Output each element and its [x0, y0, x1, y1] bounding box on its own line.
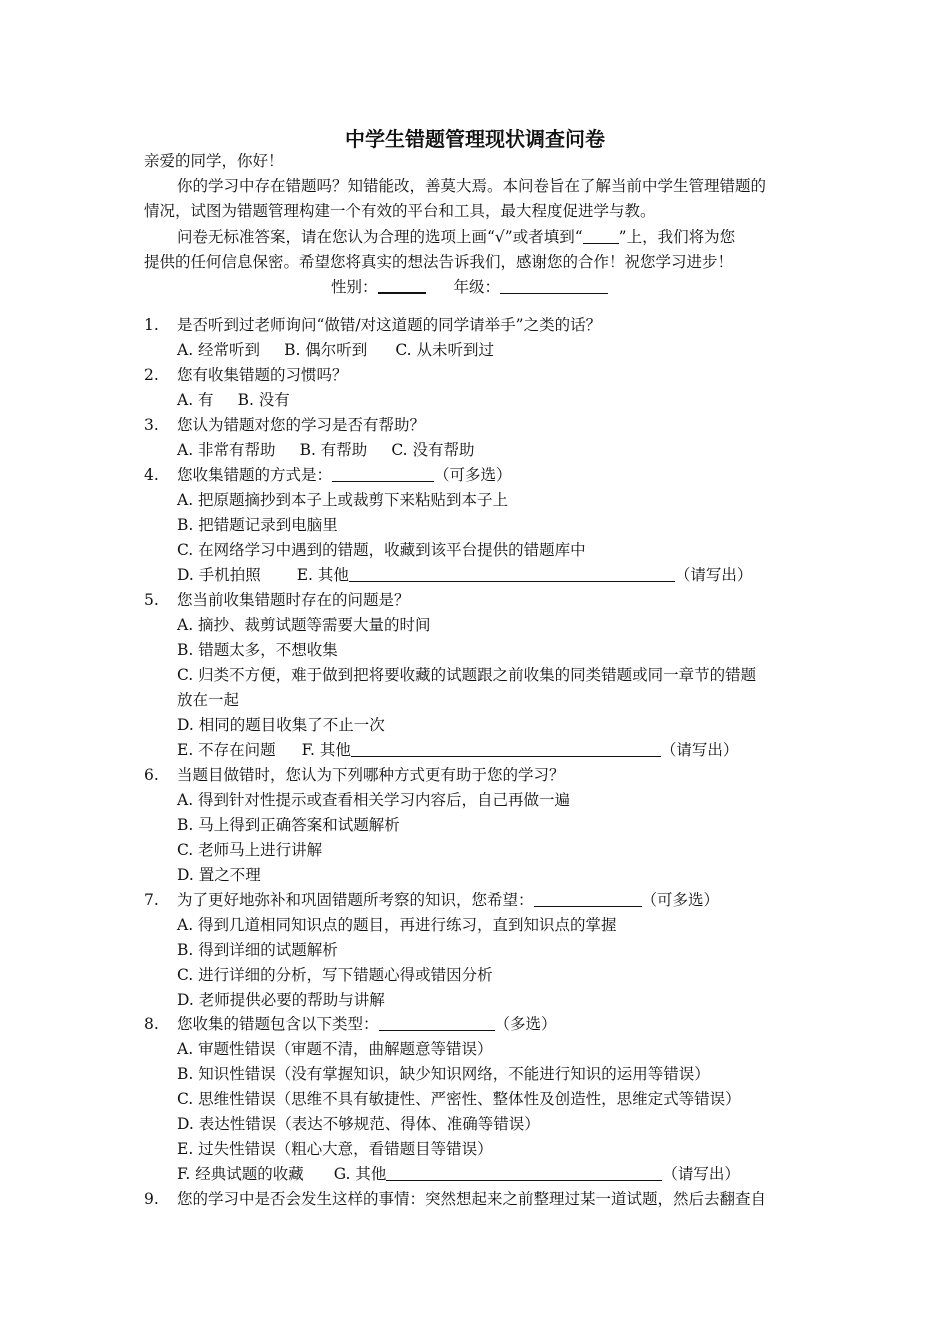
intro-line-3 [177, 226, 735, 248]
q3-option-c[interactable]: C. 没有帮助 [391, 441, 475, 459]
q5-options-ef [177, 739, 738, 761]
q4-option-b[interactable]: B. 把错题记录到电脑里 [177, 516, 338, 534]
q5-option-c-line2: 放在一起 [177, 691, 240, 709]
q7-blank[interactable] [534, 890, 642, 907]
q4-note: （可多选） [434, 466, 512, 484]
q5-option-a[interactable]: A. 摘抄、裁剪试题等需要大量的时间 [177, 616, 431, 634]
q2-option-a[interactable]: A. 有 [177, 391, 214, 409]
q8-number: 8. [144, 1015, 159, 1033]
q3-number: 3. [144, 416, 159, 434]
q3-options [177, 439, 474, 461]
q5-option-d[interactable]: D. 相同的题目收集了不止一次 [177, 716, 385, 734]
q3-text: 您认为错题对您的学习是否有帮助？ [177, 416, 426, 434]
gender-grade-row [331, 276, 608, 298]
q1-options [177, 339, 494, 361]
page-title: 中学生错题管理现状调查问卷 [345, 127, 605, 151]
q2-options [177, 389, 290, 411]
q2-text: 您有收集错题的习惯吗？ [177, 366, 348, 384]
q7-option-b[interactable]: B. 得到详细的试题解析 [177, 941, 338, 959]
q6-option-d[interactable]: D. 置之不理 [177, 866, 261, 884]
q2-option-b[interactable]: B. 没有 [237, 391, 290, 409]
q6-number: 6. [144, 766, 159, 784]
intro-line-1: 你的学习中存在错题吗？知错能改，善莫大焉。本问卷旨在了解当前中学生管理错题的 [177, 177, 767, 195]
q4-question [177, 464, 512, 486]
intro-blank [583, 227, 619, 244]
intro-line-4: 提供的任何信息保密。希望您将真实的想法告诉我们，感谢您的合作！祝您学习进步！ [144, 253, 734, 271]
q5-text: 您当前收集错题时存在的问题是？ [177, 591, 410, 609]
q4-other-note: （请写出） [674, 566, 753, 584]
q8-other-note: （请写出） [662, 1165, 740, 1183]
q8-option-c[interactable]: C. 思维性错误（思维不具有敏捷性、严密性、整体性及创造性，思维定式等错误） [177, 1090, 741, 1108]
q8-option-f[interactable]: F. 经典试题的收藏 [177, 1165, 304, 1183]
gender-label: 性别： [331, 278, 378, 296]
grade-blank[interactable] [500, 277, 608, 294]
q1-number: 1. [144, 316, 159, 334]
q4-options-de [177, 564, 752, 586]
q5-option-b[interactable]: B. 错题太多，不想收集 [177, 641, 338, 659]
q8-note: （多选） [494, 1015, 557, 1033]
q1-text: 是否听到过老师询问“做错/对这道题的同学请举手”之类的话？ [177, 316, 602, 334]
q4-option-e[interactable]: E. 其他 [296, 566, 349, 584]
q6-option-a[interactable]: A. 得到针对性提示或查看相关学习内容后，自己再做一遍 [177, 791, 571, 809]
greeting: 亲爱的同学，你好！ [144, 152, 284, 170]
q5-option-e[interactable]: E. 不存在问题 [177, 741, 276, 759]
q8-other-blank[interactable] [386, 1164, 662, 1181]
q7-number: 7. [144, 891, 159, 909]
q5-option-c-line1[interactable]: C. 归类不方便，难于做到把将要收藏的试题跟之前收集的同类错题或同一章节的错题 [177, 666, 757, 684]
q7-option-c[interactable]: C. 进行详细的分析，写下错题心得或错因分析 [177, 966, 493, 984]
q4-option-a[interactable]: A. 把原题摘抄到本子上或裁剪下来粘贴到本子上 [177, 491, 509, 509]
q8-option-b[interactable]: B. 知识性错误（没有掌握知识，缺少知识网络，不能进行知识的运用等错误） [177, 1065, 710, 1083]
q8-option-e[interactable]: E. 过失性错误（粗心大意，看错题目等错误） [177, 1140, 493, 1158]
q8-option-d[interactable]: D. 表达性错误（表达不够规范、得体、准确等错误） [177, 1115, 540, 1133]
q5-other-note: （请写出） [660, 741, 739, 759]
q8-blank[interactable] [379, 1014, 495, 1031]
q9-text: 您的学习中是否会发生这样的事情：突然想起来之前整理过某一道试题，然后去翻查自 [177, 1190, 767, 1208]
q4-blank[interactable] [332, 465, 434, 482]
q7-question [177, 889, 719, 911]
q7-text: 为了更好地弥补和巩固错题所考察的知识，您希望： [177, 891, 534, 909]
q4-option-c[interactable]: C. 在网络学习中遇到的错题，收藏到该平台提供的错题库中 [177, 541, 586, 559]
q4-text: 您收集错题的方式是： [177, 466, 333, 484]
q7-option-a[interactable]: A. 得到几道相同知识点的题目，再进行练习，直到知识点的掌握 [177, 916, 617, 934]
q8-text: 您收集的错题包含以下类型： [177, 1015, 379, 1033]
q8-option-g[interactable]: G. 其他 [333, 1165, 387, 1183]
q1-option-a[interactable]: A. 经常听到 [177, 341, 261, 359]
q9-number: 9. [144, 1190, 159, 1208]
q1-option-b[interactable]: B. 偶尔听到 [284, 341, 368, 359]
gender-blank[interactable] [378, 276, 426, 294]
q5-number: 5. [144, 591, 159, 609]
q5-option-f[interactable]: F. 其他 [301, 741, 351, 759]
q7-note: （可多选） [641, 891, 720, 909]
intro-line-3a: 问卷无标准答案，请在您认为合理的选项上画“√”或者填到“ [177, 228, 583, 246]
q3-option-a[interactable]: A. 非常有帮助 [177, 441, 276, 459]
q2-number: 2. [144, 366, 159, 384]
q8-options-fg [177, 1163, 740, 1185]
intro-line-2: 情况，试图为错题管理构建一个有效的平台和工具，最大程度促进学与教。 [144, 202, 656, 220]
q6-option-c[interactable]: C. 老师马上进行讲解 [177, 841, 323, 859]
intro-line-3b: ”上，我们将为您 [618, 228, 736, 246]
q7-option-d[interactable]: D. 老师提供必要的帮助与讲解 [177, 991, 385, 1009]
q5-other-blank[interactable] [351, 740, 661, 757]
q1-option-c[interactable]: C. 从未听到过 [395, 341, 494, 359]
grade-label: 年级： [453, 278, 501, 296]
q4-other-blank[interactable] [349, 565, 675, 582]
q4-option-d[interactable]: D. 手机拍照 [177, 566, 261, 584]
q8-option-a[interactable]: A. 审题性错误（审题不清，曲解题意等错误） [177, 1040, 493, 1058]
q4-number: 4. [144, 466, 159, 484]
q6-option-b[interactable]: B. 马上得到正确答案和试题解析 [177, 816, 400, 834]
q6-text: 当题目做错时，您认为下列哪种方式更有助于您的学习？ [177, 766, 565, 784]
q3-option-b[interactable]: B. 有帮助 [299, 441, 368, 459]
q8-question [177, 1013, 557, 1035]
